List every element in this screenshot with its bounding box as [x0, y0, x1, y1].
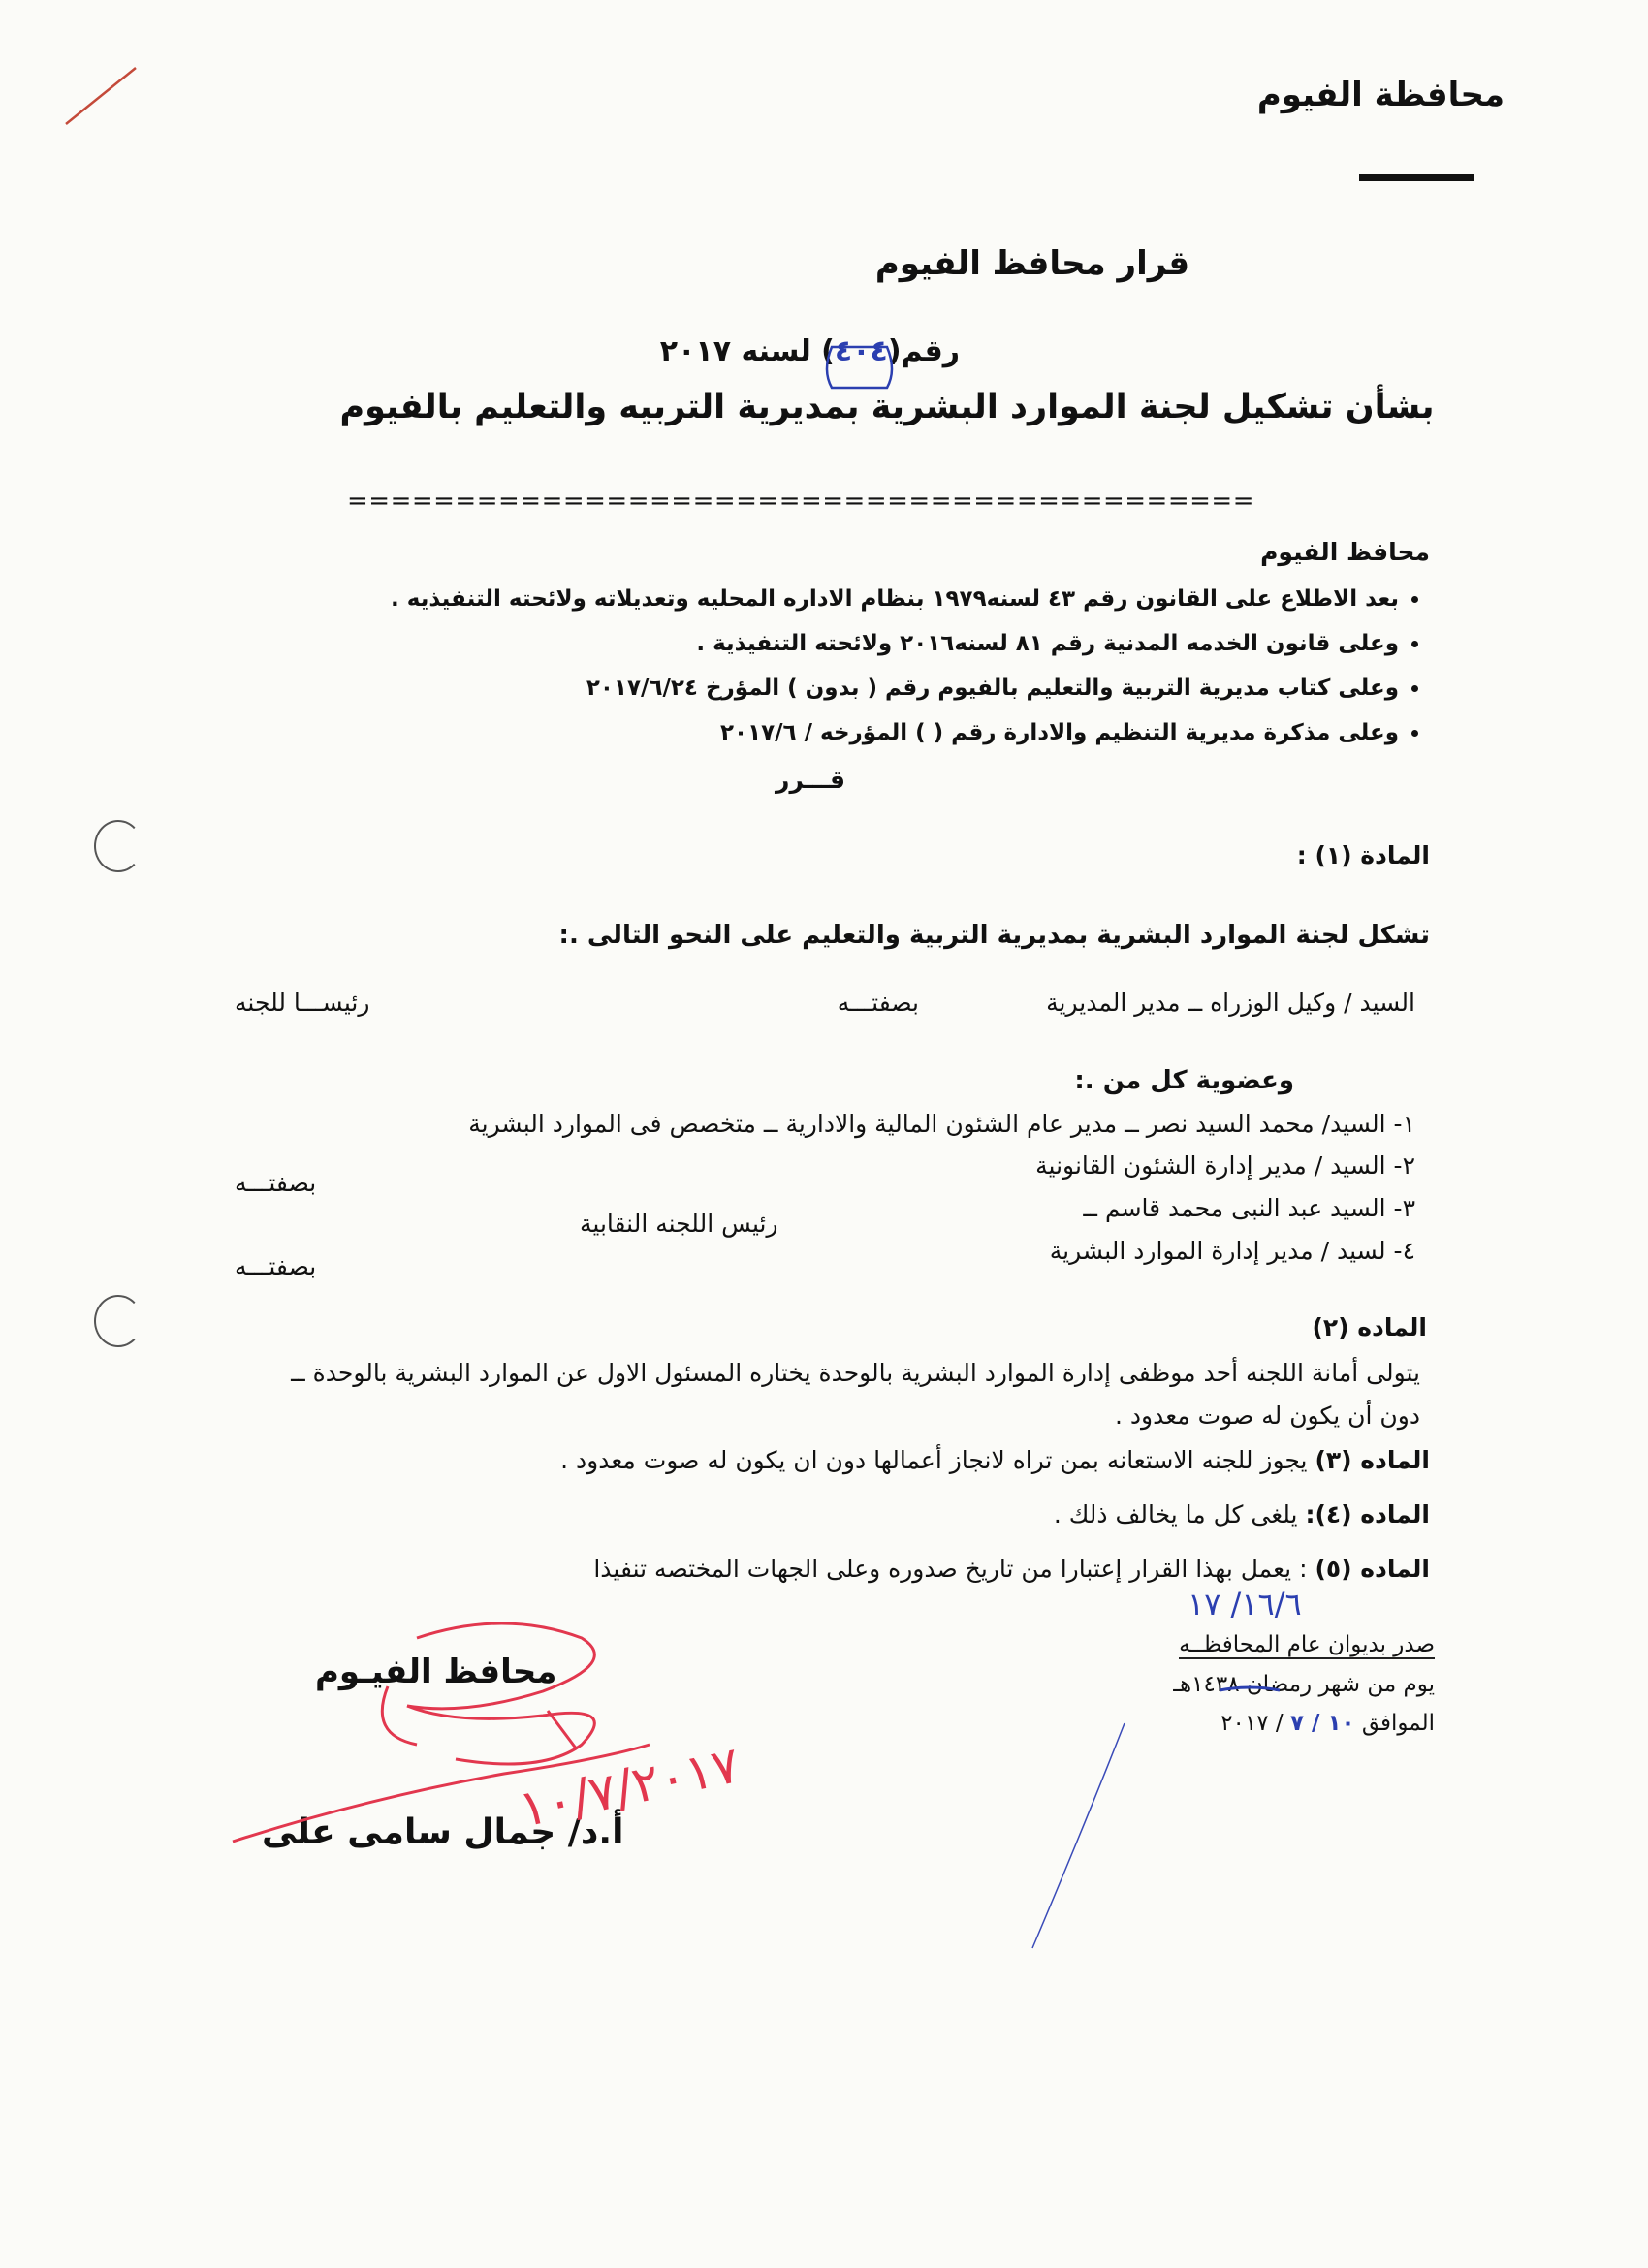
article-3-label: الماده (٣)	[1315, 1446, 1430, 1474]
blue-pen-line	[1032, 1723, 1125, 1948]
hijri-date-line: يوم من شهر رمضان ١٤٣٨هـ	[1173, 1672, 1435, 1697]
month-strike-mark	[1220, 1687, 1280, 1690]
number-prefix: رقم	[901, 334, 960, 368]
number-suffix: ) لسنه ٢٠١٧	[659, 334, 835, 368]
member-item: ٢- السيد / مدير إدارة الشئون القانونية	[1035, 1151, 1415, 1180]
date-prefix: الموافق	[1361, 1711, 1435, 1736]
article-2-line-2: دون أن يكون له صوت معدود .	[1114, 1402, 1420, 1430]
preamble-item: • وعلى قانون الخدمه المدنية رقم ٨١ لسنه٢٠١٦ ولائحته التنفيذية .	[391, 622, 1399, 667]
member-2-capacity: بصفتـــه	[235, 1169, 317, 1197]
preamble-item: • وعلى كتاب مديرية التربية والتعليم بالفيوم رقم ( بدون ) المؤرخ ٢٠١٧/٦/٢٤	[391, 667, 1399, 711]
issued-at: صدر بديوان عام المحافظــه	[1179, 1632, 1435, 1657]
number-circle-mark	[827, 347, 892, 388]
members-label: وعضوية كل من .:	[1074, 1066, 1294, 1095]
article-2-title: الماده (٢)	[1312, 1313, 1427, 1341]
article-5-label: الماده (٥)	[1315, 1555, 1430, 1583]
chair-name: السيد / وكيل الوزراه ــ مدير المديرية	[1046, 989, 1415, 1017]
decides-heading: قـــرر	[776, 766, 845, 794]
signature-title: محافظ الفيـوم	[315, 1653, 557, 1691]
governor-label: محافظ الفيوم	[1260, 538, 1430, 566]
preamble-item: • وعلى مذكرة مديرية التنظيم والادارة رقم ( ) المؤرخه / ٢٠١٧/٦	[391, 711, 1399, 756]
article-3-text: يجوز للجنه الاستعانه بمن تراه لانجاز أعمالها دون ان يكون له صوت معدود .	[560, 1446, 1315, 1474]
member-3-role: رئيس اللجنه النقابية	[580, 1210, 778, 1238]
corner-pen-stroke	[66, 68, 136, 124]
separator-line: ==========================================	[347, 487, 1254, 516]
member-4-capacity: بصفتـــه	[235, 1252, 317, 1280]
number-open-paren: (	[887, 334, 902, 368]
date-year: / ٢٠١٧	[1220, 1711, 1284, 1736]
handwritten-margin-date: ١٦/٦/ ١٧	[1188, 1586, 1302, 1622]
member-item: ٣- السيد عبد النبى محمد قاسم ــ	[1083, 1194, 1415, 1222]
decree-subject: بشأن تشكيل لجنة الموارد البشرية بمديرية التربيه والتعليم بالفيوم	[339, 388, 1435, 426]
decree-title: قرار محافظ الفيوم	[874, 244, 1190, 283]
chair-capacity: بصفتـــه	[837, 989, 919, 1017]
red-handwritten-date: ١٠/٧/٢٠١٧	[514, 1736, 745, 1840]
governorate-header: محافظة الفيوم	[1256, 76, 1505, 114]
article-1-title: المادة (١) :	[1296, 841, 1430, 869]
article-5-text: : يعمل بهذا القرار إعتبارا من تاريخ صدوره وعلى الجهات المختصه تنفيذا	[593, 1555, 1315, 1583]
chair-role: رئيســـا للجنه	[235, 989, 370, 1017]
member-item: ١- السيد/ محمد السيد نصر ــ مدير عام الشئون المالية والادارية ــ متخصص فى الموارد البشرية	[468, 1110, 1415, 1138]
article-4-text: يلغى كل ما يخالف ذلك .	[1053, 1500, 1306, 1528]
preamble-item: • بعد الاطلاع على القانون رقم ٤٣ لسنه١٩٧٩ بنظام الاداره المحليه وتعديلاته ولائحته التنفيذيه .	[391, 578, 1399, 622]
article-4-label: الماده (٤):	[1305, 1500, 1430, 1528]
signatory-name: أ.د/ جمال سامى على	[262, 1812, 624, 1852]
handwritten-date: ١٠ / ٧	[1289, 1711, 1355, 1736]
member-item: ٤- لسيد / مدير إدارة الموارد البشرية	[1049, 1237, 1415, 1265]
article-1-body: تشكل لجنة الموارد البشرية بمديرية التربية والتعليم على النحو التالى .:	[558, 921, 1430, 950]
handwritten-decree-number: ٤٠٤	[834, 334, 888, 368]
article-2-line-1: يتولى أمانة اللجنه أحد موظفى إدارة الموارد البشرية بالوحدة يختاره المسئول الاول عن الموارد البشرية بالوحدة ــ	[291, 1359, 1420, 1387]
